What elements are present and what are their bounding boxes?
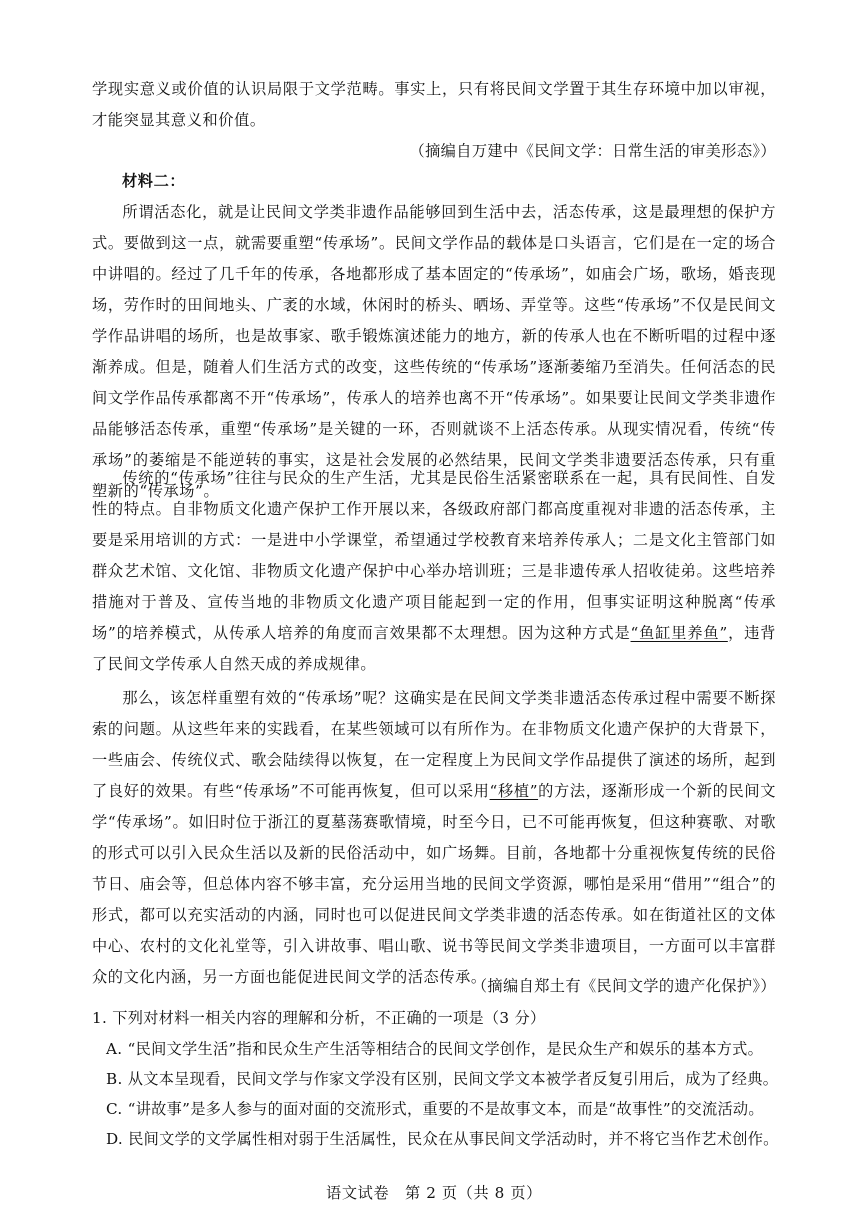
option-a: A. “民间文学生活”指和民众生产生活等相结合的民间文学创作，是民众生产和娱乐的基本方式。: [106, 1040, 764, 1058]
material2-paragraph-2: 传统的“传承场”往往与民众的生产生活，尤其是民俗生活紧密联系在一起，具有民间性、自发性的特点。自非物质文化遗产保护工作开展以来，各级政府部门都高度重视对非遗的活态传承，主要是采用培训的方式：一是进中小学课堂，希望通过学校教育来培养传承人；二是文化主管部门如群众艺术馆、文化馆、非物质文化遗产保护中心举办培训班；三是非遗传承人招收徒弟。这些培养措施对于普及、宣传当地的非物质文化遗产项目能起到一定的作用，但事实证明这种脱离“传承场”的培养模式，从传承人培养的角度而言效果都不太理想。因为这种方式是“鱼缸里养鱼”，违背了民间文学传承人自然天成的养成规律。: [92, 469, 777, 673]
material2-heading: 材料二：: [122, 172, 186, 190]
option-c: C. “讲故事”是多人参与的面对面的交流形式，重要的不是故事文本，而是“故事性”的交流活动。: [106, 1100, 764, 1118]
underlined-phrase-transplant: “移植”: [489, 782, 539, 800]
option-d: D. 民间文学的文学属性相对弱于生活属性，民众在从事民间文学活动时，并不将它当作艺术创作。: [106, 1130, 779, 1148]
option-b: B. 从文本呈现看，民间文学与作家文学没有区别，民间文学文本被学者反复引用后，成为了经典。: [106, 1070, 779, 1088]
question-stem: 1. 下列对材料一相关内容的理解和分析，不正确的一项是（3 分）: [92, 1009, 546, 1027]
material2-paragraph-1: 所谓活态化，就是让民间文学类非遗作品能够回到生活中去，活态传承，这是最理想的保护方式。要做到这一点，就需要重塑“传承场”。民间文学作品的载体是口头语言，它们是在一定的场合中讲唱的。经过了几千年的传承，各地都形成了基本固定的“传承场”，如庙会广场，歌场，婚丧现场，劳作时的田间地头、广袤的水域，休闲时的桥头、晒场、弄堂等。这些“传承场”不仅是民间文学作品讲唱的场所，也是故事家、歌手锻炼演述能力的地方，新的传承人也在不断听唱的过程中逐渐养成。但是，随着人们生活方式的改变，这些传统的“传承场”逐渐萎缩乃至消失。任何活态的民间文学作品传承都离不开“传承场”，传承人的培养也离不开“传承场”。如果要让民间文学类非遗作品能够活态传承，重塑“传承场”是关键的一环，否则就谈不上活态传承。从现实情况看，传统“传承场”的萎缩是不能逆转的事实，这是社会发展的必然结果，民间文学类非遗要活态传承，只有重塑新的“传承场”。: [92, 203, 776, 500]
page-footer: 语文试卷 第 2 页（共 8 页）: [326, 1184, 542, 1202]
source-citation-1: （摘编自万建中《民间文学：日常生活的审美形态》）: [409, 142, 776, 160]
underlined-phrase-fish-tank: “鱼缸里养鱼”: [630, 624, 728, 642]
material2-paragraph-3: 那么，该怎样重塑有效的“传承场”呢？这确实是在民间文学类非遗活态传承过程中需要不断探索的问题。从这些年来的实践看，在某些领域可以有所作为。在非物质文化遗产保护的大背景下，一些庙会、传统仪式、歌会陆续得以恢复，在一定程度上为民间文学作品提供了演述的场所，起到了良好的效果。有些“传承场”不可能再恢复，但可以采用“移植”的方法，逐渐形成一个新的民间文学“传承场”。如旧时位于浙江的夏墓荡赛歌情境，时至今日，已不可能再恢复，但这种赛歌、对歌的形式可以引入民众生活以及新的民俗活动中，如广场舞。目前，各地都十分重视恢复传统的民俗节日、庙会等，但总体内容不够丰富，充分运用当地的民间文学资源，哪怕是采用“借用”“组合”的形式，都可以充实活动的内涵，同时也可以促进民间文学类非遗的活态传承。如在街道社区的文体中心、农村的文化礼堂等，引入讲故事、唱山歌、说书等民间文学类非遗项目，一方面可以丰富群众的文化内涵，另一方面也能促进民间文学的活态传承。: [92, 689, 776, 986]
intro-paragraph: 学现实意义或价值的认识局限于文学范畴。事实上，只有将民间文学置于其生存环境中加以审视，才能突显其意义和价值。: [92, 80, 776, 129]
source-citation-2: （摘编自郑土有《民间文学的遗产化保护》）: [471, 977, 776, 995]
